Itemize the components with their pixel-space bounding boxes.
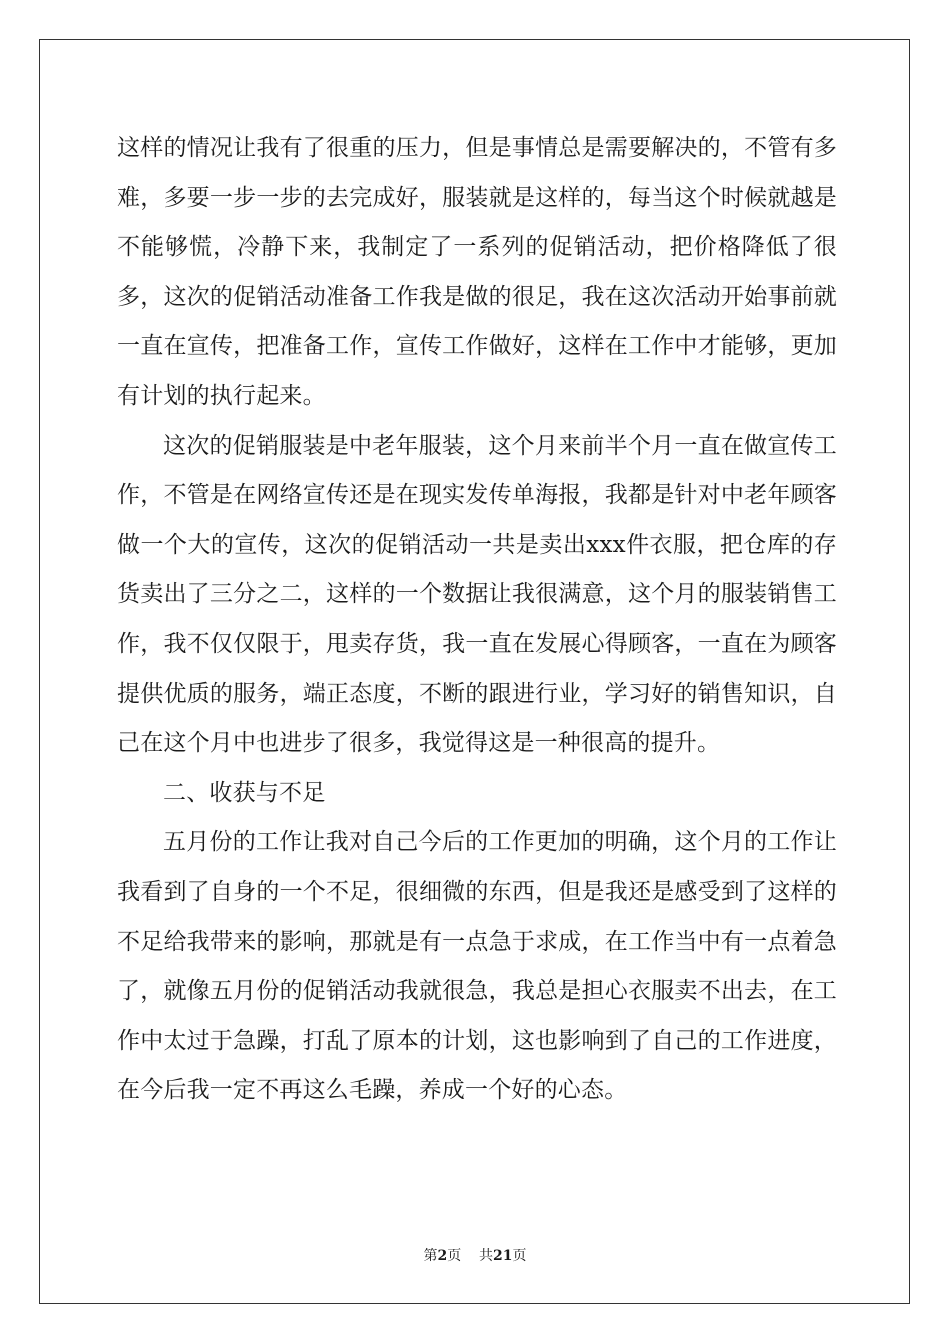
page-suffix: 页 bbox=[447, 1248, 462, 1264]
paragraph-3: 五月份的工作让我对自己今后的工作更加的明确，这个月的工作让我看到了自身的一个不足，很细微的东西，但是我还是感受到了这样的不足给我带来的影响，那就是有一点急于求成，在工作当中有一点着急了，就像五月份的促销活动我就很急，我总是担心衣服卖不出去，在工作中太过于急躁，打乱了原本的计划，这也影响到了自己的工作进度，在今后我一定不再这么毛躁，养成一个好的心态。 bbox=[117, 829, 837, 1104]
page-footer bbox=[0, 1245, 950, 1265]
paragraph-1: 这样的情况让我有了很重的压力，但是事情总是需要解决的，不管有多难，多要一步一步的去完成好，服装就是这样的，每当这个时候就越是不能够慌，冷静下来，我制定了一系列的促销活动，把价格降低了很多，这次的促销活动准备工作我是做的很足，我在这次活动开始事前就一直在宣传，把准备工作，宣传工作做好，这样在工作中才能够，更加有计划的执行起来。 bbox=[117, 135, 837, 409]
page-prefix: 第 bbox=[423, 1248, 438, 1264]
page-number: 2 bbox=[437, 1248, 448, 1264]
section-heading: 二、收获与不足 bbox=[163, 779, 326, 806]
total-suffix: 页 bbox=[512, 1248, 527, 1264]
total-pages: 21 bbox=[493, 1248, 513, 1264]
total-prefix: 共 bbox=[479, 1248, 494, 1264]
document-body bbox=[117, 124, 837, 1116]
paragraph-2: 这次的促销服装是中老年服装，这个月来前半个月一直在做宣传工作，不管是在网络宣传还是在现实发传单海报，我都是针对中老年顾客做一个大的宣传，这次的促销活动一共是卖出xxx件衣服，把仓库的存货卖出了三分之二，这样的一个数据让我很满意，这个月的服装销售工作，我不仅仅限于，甩卖存货，我一直在发展心得顾客，一直在为顾客提供优质的服务，端正态度，不断的跟进行业，学习好的销售知识，自己在这个月中也进步了很多，我觉得这是一种很高的提升。 bbox=[117, 432, 837, 757]
